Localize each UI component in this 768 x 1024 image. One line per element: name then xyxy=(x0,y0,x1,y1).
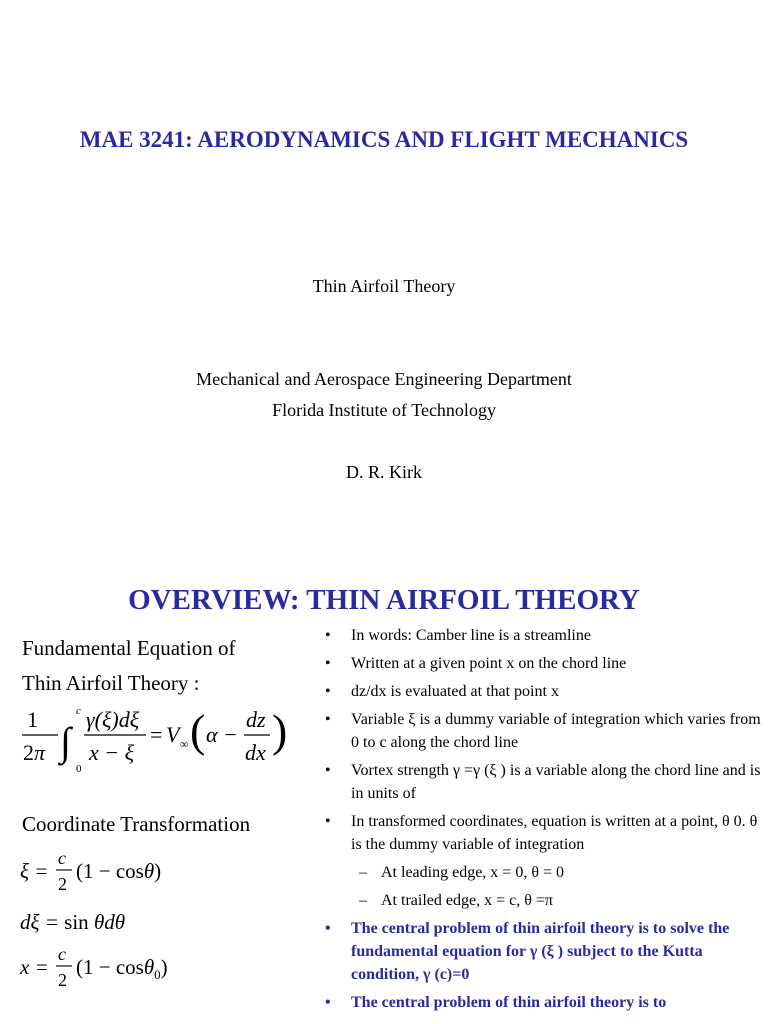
svg-text:ξ =: ξ = xyxy=(20,859,49,883)
overview-title: OVERVIEW: THIN AIRFOIL THEORY xyxy=(128,584,640,616)
coordinate-transformation-formulas xyxy=(18,846,198,996)
svg-text:∞: ∞ xyxy=(180,737,189,751)
svg-text:∫: ∫ xyxy=(60,719,71,764)
svg-text:dz: dz xyxy=(246,707,266,732)
bullet-item: • In transformed coordinates, equation is written at a point, θ 0. θ is the dummy variable of integration xyxy=(325,810,765,856)
svg-text:2π: 2π xyxy=(23,740,46,765)
fundamental-equation-formula xyxy=(18,700,288,780)
svg-text:c: c xyxy=(76,705,81,717)
svg-text:2: 2 xyxy=(58,874,67,894)
svg-text:(1 − cosθ0): (1 − cosθ$_0$) xyxy=(76,955,168,982)
svg-text:x =: x = xyxy=(20,955,49,979)
svg-text:0: 0 xyxy=(76,763,82,775)
department-name: Mechanical and Aerospace Engineering Department xyxy=(196,369,572,389)
svg-text:dξ = sin θdθ: dξ = sin θdθ xyxy=(20,910,126,934)
svg-text:(: ( xyxy=(190,705,206,756)
bullet-item: • Written at a given point x on the chord line xyxy=(325,652,765,675)
svg-text:=: = xyxy=(150,722,163,747)
coordinate-transformation-heading: Coordinate Transformation xyxy=(22,812,251,836)
bullet-item: • Vortex strength γ =γ (ξ ) is a variable along the chord line and is in units of xyxy=(325,759,765,805)
svg-text:c: c xyxy=(58,944,66,964)
course-title: MAE 3241: AERODYNAMICS AND FLIGHT MECHANICS xyxy=(79,127,689,152)
fundamental-equation-heading-1: Fundamental Equation of xyxy=(22,636,236,660)
slide-subtitle: Thin Airfoil Theory xyxy=(312,276,456,296)
svg-text:c: c xyxy=(58,848,66,868)
svg-text:γ(ξ)dξ: γ(ξ)dξ xyxy=(86,707,140,732)
bullet-item: • Variable ξ is a dummy variable of integration which varies from 0 to c along the chord line xyxy=(325,708,765,754)
svg-text:): ) xyxy=(272,705,288,756)
author-name: D. R. Kirk xyxy=(346,462,422,482)
highlight-bullet-item: • The central problem of thin airfoil theory is to xyxy=(325,991,765,1014)
fundamental-equation-heading-2: Thin Airfoil Theory : xyxy=(22,671,200,695)
svg-text:1: 1 xyxy=(27,707,38,732)
svg-text:dx: dx xyxy=(245,740,266,765)
sub-bullet-item: – At trailed edge, x = c, θ =π xyxy=(325,889,765,912)
sub-bullet-item: – At leading edge, x = 0, θ = 0 xyxy=(325,861,765,884)
svg-text:x − ξ: x − ξ xyxy=(89,740,135,765)
highlight-bullet-item: • The central problem of thin airfoil theory is to solve the fundamental equation for γ (ξ ) subject to the Kutta condition, γ (c)=0 xyxy=(325,917,765,986)
overview-bullet-list xyxy=(325,624,765,1019)
svg-text:α −: α − xyxy=(206,722,238,747)
institution-name: Florida Institute of Technology xyxy=(272,400,496,420)
svg-text:2: 2 xyxy=(58,970,67,990)
bullet-item: • In words: Camber line is a streamline xyxy=(325,624,765,647)
bullet-item: • dz/dx is evaluated at that point x xyxy=(325,680,765,703)
svg-text:V: V xyxy=(166,722,180,747)
svg-text:(1 − cosθ): (1 − cosθ) xyxy=(76,859,162,883)
